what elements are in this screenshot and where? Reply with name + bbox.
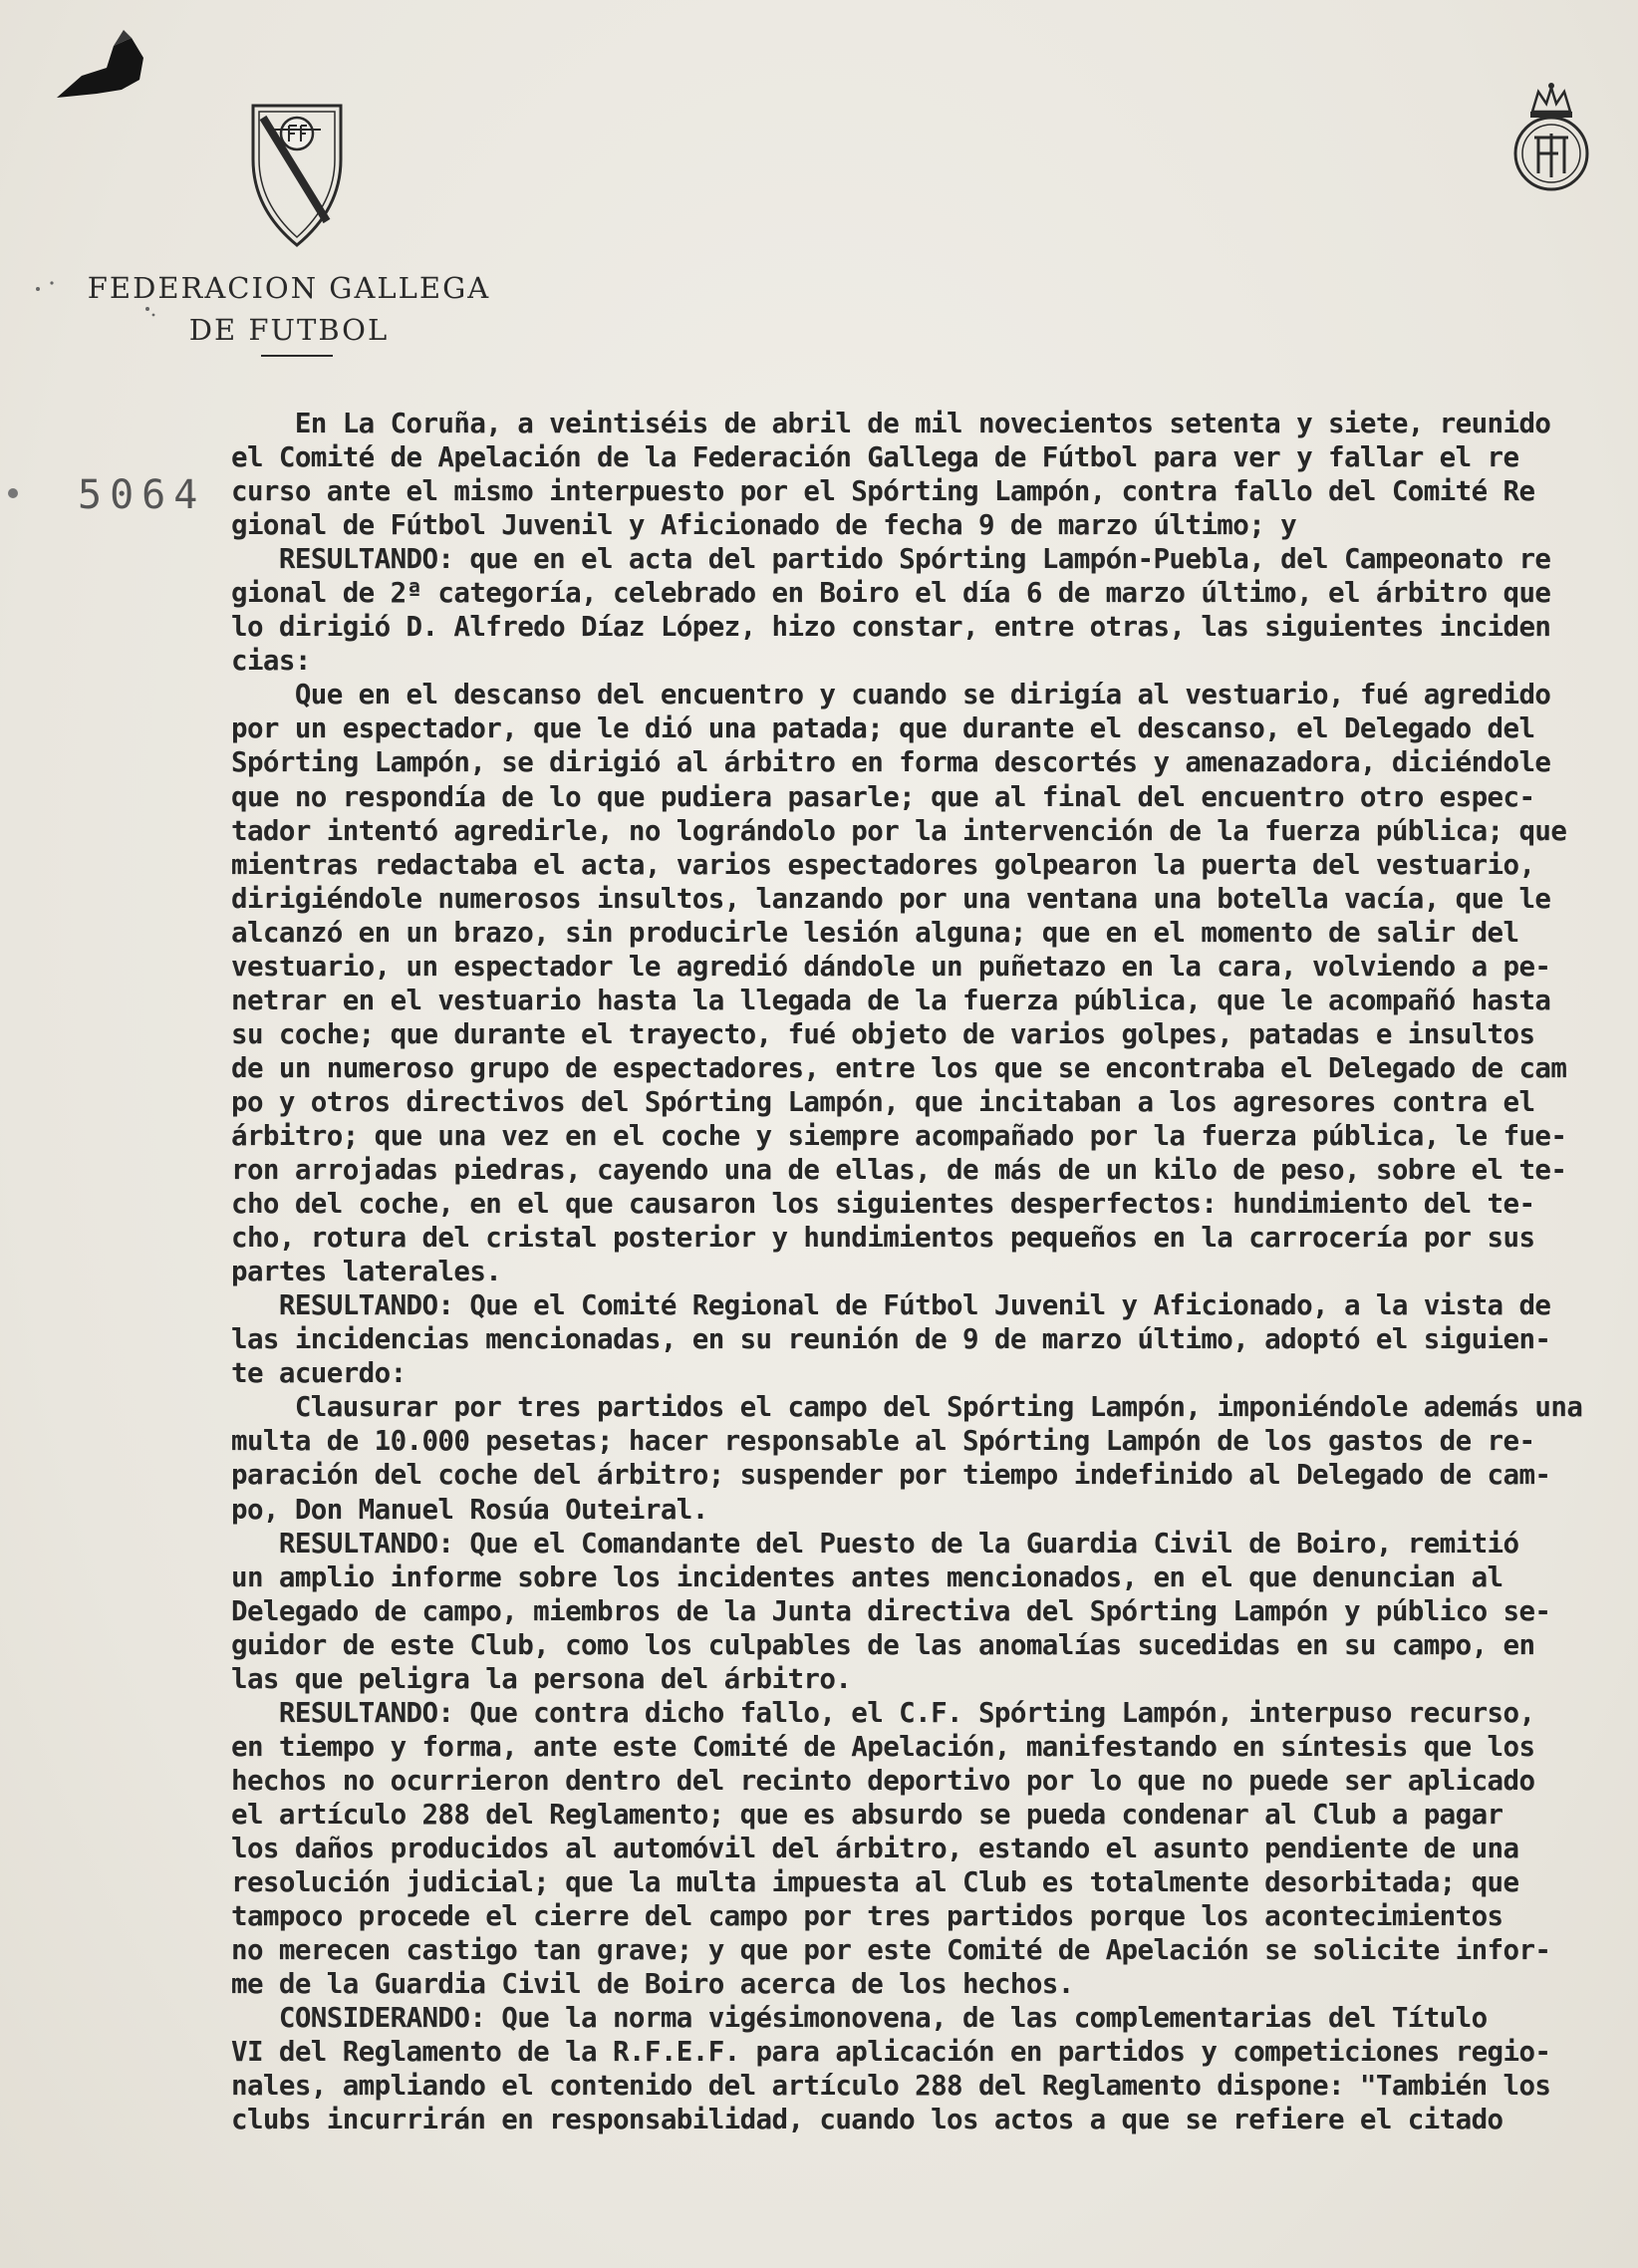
text-line: ron arrojadas piedras, cayendo una de ellas, de más de un kilo de peso, sobre el te- — [231, 1154, 1567, 1187]
text-line: que no respondía de lo que pudiera pasarle; que al final del encuentro otro espec- — [231, 780, 1535, 813]
text-line: cho del coche, en el que causaron los siguientes desperfectos: hundimiento del te- — [231, 1188, 1535, 1221]
text-line: las incidencias mencionadas, en su reunión de 9 de marzo último, adoptó el siguien- — [231, 1323, 1551, 1356]
text-line: cias: — [231, 645, 311, 678]
text-line: clubs incurrirán en responsabilidad, cuando los actos a que se refiere el citado — [231, 2104, 1503, 2136]
text-line: vestuario, un espectador le agredió dándole un puñetazo en la cara, volviendo a pe- — [231, 950, 1551, 983]
text-line: su coche; que durante el trayecto, fué objeto de varios golpes, patadas e insultos — [231, 1017, 1535, 1050]
text-line: alcanzó en un brazo, sin producirle lesión alguna; que en el momento de salir del — [231, 916, 1519, 949]
text-line: de un numeroso grupo de espectadores, entre los que se encontraba el Delegado de cam — [231, 1051, 1567, 1084]
text-line: RESULTANDO: que en el acta del partido Spórting Lampón-Puebla, del Campeonato re — [231, 543, 1551, 576]
text-line: paración del coche del árbitro; suspender por tiempo indefinido al Delegado de cam- — [231, 1459, 1551, 1492]
federation-shield-icon — [249, 100, 345, 249]
text-line: CONSIDERANDO: Que la norma vigésimonovena, de las complementarias del Título — [231, 2002, 1488, 2035]
text-line: multa de 10.000 pesetas; hacer responsable al Spórting Lampón de los gastos de re- — [231, 1425, 1535, 1458]
text-line: dirigiéndole numerosos insultos, lanzando por una ventana una botella vacía, que le — [231, 882, 1551, 915]
text-line: RESULTANDO: Que contra dicho fallo, el C.F. Spórting Lampón, interpuso recurso, — [231, 1696, 1535, 1729]
text-line: no merecen castigo tan grave; y que por este Comité de Apelación se solicite infor- — [231, 1934, 1551, 1967]
text-line: En La Coruña, a veintiséis de abril de mil novecientos setenta y siete, reunido — [231, 408, 1551, 439]
text-line: los daños producidos al automóvil del árbitro, estando el asunto pendiente de una — [231, 1832, 1519, 1864]
text-line: Clausurar por tres partidos el campo del Spórting Lampón, imponiéndole además una — [231, 1391, 1583, 1424]
federation-name-line2: DE FUTBOL — [188, 313, 390, 347]
text-line: te acuerdo: — [231, 1357, 407, 1390]
header-divider — [261, 355, 333, 357]
text-line: Delegado de campo, miembros de la Junta directiva del Spórting Lampón y público se- — [231, 1594, 1551, 1627]
text-line: partes laterales. — [231, 1256, 502, 1288]
text-line: VI del Reglamento de la R.F.E.F. para aplicación en partidos y competiciones regio- — [231, 2036, 1551, 2069]
document-body — [231, 407, 1616, 2136]
text-line: guidor de este Club, como los culpables de las anomalías sucedidas en su campo, en — [231, 1628, 1535, 1661]
text-line: lo dirigió D. Alfredo Díaz López, hizo constar, entre otras, las siguientes inciden — [231, 611, 1551, 644]
text-line: en tiempo y forma, ante este Comité de Apelación, manifestando en síntesis que los — [231, 1730, 1535, 1763]
text-line: po, Don Manuel Rosúa Outeiral. — [231, 1493, 708, 1526]
text-line: netrar en el vestuario hasta la llegada de la fuerza pública, que le acompañó hasta — [231, 984, 1551, 1016]
text-line: RESULTANDO: Que el Comité Regional de Fútbol Juvenil y Aficionado, a la vista de — [231, 1289, 1551, 1322]
rfef-crown-crest-icon — [1506, 82, 1596, 193]
federation-name — [60, 267, 518, 351]
text-line: las que peligra la persona del árbitro. — [231, 1662, 852, 1695]
text-line: por un espectador, que le dió una patada; que durante el descanso, el Delegado del — [231, 712, 1535, 745]
text-line: me de la Guardia Civil de Boiro acerca de los hechos. — [231, 1968, 1074, 2001]
text-line: cho, rotura del cristal posterior y hundimientos pequeños en la carrocería por sus — [231, 1222, 1535, 1255]
registry-stamp-number: 5064 — [78, 472, 206, 518]
text-line: mientras redactaba el acta, varios espectadores golpearon la puerta del vestuario, — [231, 848, 1535, 881]
federation-name-line1: FEDERACION GALLEGA — [87, 271, 491, 305]
torn-corner-mark — [52, 28, 146, 108]
text-line: un amplio informe sobre los incidentes antes mencionados, en el que denuncian al — [231, 1560, 1503, 1593]
text-line: el artículo 288 del Reglamento; que es absurdo se pueda condenar al Club a pagar — [231, 1798, 1503, 1831]
text-line: gional de 2ª categoría, celebrado en Boiro el día 6 de marzo último, el árbitro que — [231, 577, 1551, 610]
text-line: po y otros directivos del Spórting Lampón, que incitaban a los agresores contra el — [231, 1085, 1535, 1118]
text-line: gional de Fútbol Juvenil y Aficionado de fecha 9 de marzo último; y — [231, 509, 1297, 542]
text-line: hechos no ocurrieron dentro del recinto deportivo por lo que no puede ser aplicado — [231, 1764, 1535, 1797]
text-line: tampoco procede el cierre del campo por tres partidos porque los acontecimientos — [231, 1900, 1503, 1933]
text-line: nales, ampliando el contenido del artículo 288 del Reglamento dispone: "También los — [231, 2070, 1551, 2103]
text-line: Que en el descanso del encuentro y cuando se dirigía al vestuario, fué agredido — [231, 679, 1551, 711]
text-line: curso ante el mismo interpuesto por el Spórting Lampón, contra fallo del Comité Re — [231, 475, 1535, 508]
text-line: árbitro; que una vez en el coche y siempre acompañado por la fuerza pública, le fue- — [231, 1119, 1567, 1152]
text-line: RESULTANDO: Que el Comandante del Puesto de la Guardia Civil de Boiro, remitió — [231, 1527, 1519, 1559]
text-line: resolución judicial; que la multa impuesta al Club es totalmente desorbitada; que — [231, 1866, 1519, 1899]
text-line: el Comité de Apelación de la Federación Gallega de Fútbol para ver y fallar el re — [231, 441, 1519, 474]
text-line: tador intentó agredirle, no lográndolo por la intervención de la fuerza pública; que — [231, 814, 1567, 847]
binder-hole-mark — [8, 488, 18, 498]
text-line: Spórting Lampón, se dirigió al árbitro en forma descortés y amenazadora, diciéndole — [231, 746, 1551, 779]
